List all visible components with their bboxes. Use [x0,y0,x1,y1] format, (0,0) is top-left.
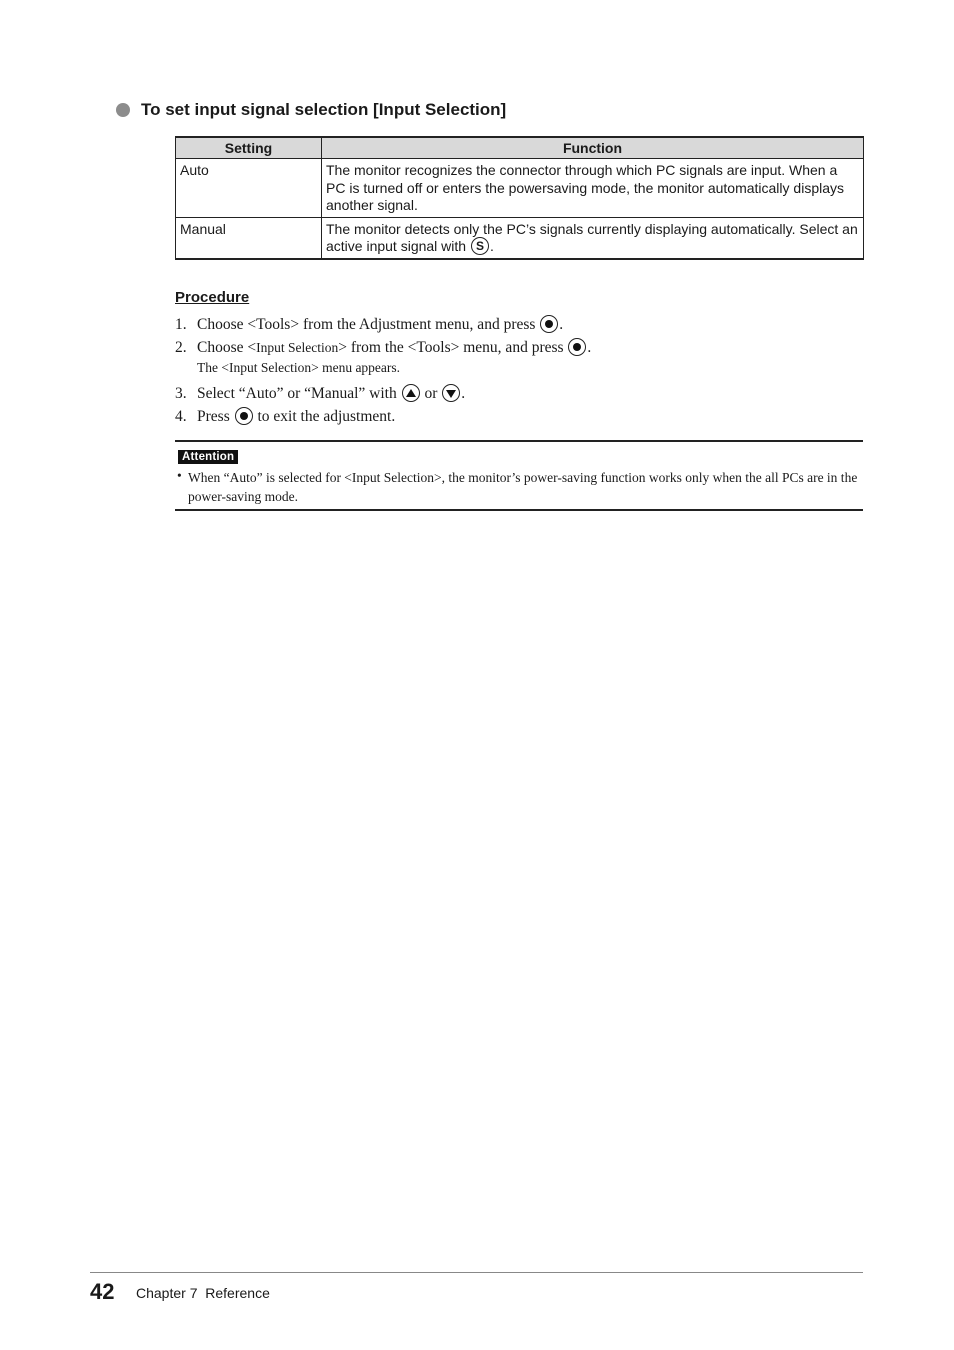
up-arrow-button-icon [402,384,420,402]
procedure-step-1 [175,314,564,337]
chapter-label: Chapter 7 Reference [136,1285,270,1301]
column-header-function: Function [322,137,864,159]
enter-button-icon [568,338,586,356]
footer-divider [90,1272,863,1273]
attention-box [175,440,863,511]
step-text: Press [197,408,230,425]
step-text-cont: > from the <Tools> menu, and press [338,339,564,356]
table-header-row [176,137,864,159]
bullet-icon: • [177,468,182,483]
step-text-end: to exit the adjustment. [257,408,396,425]
table-row [176,159,864,218]
section-title: To set input signal selection [Input Selection] [141,100,507,119]
function-text: The monitor detects only the PC’s signals currently displaying automatically. Select an active input signal with [326,220,858,254]
step-text-end: . [461,385,466,402]
function-text-end: . [489,238,494,254]
procedure-step-3 [175,383,466,406]
table-row [176,217,864,259]
step-text: Select “Auto” or “Manual” with [197,385,397,402]
function-cell: The monitor recognizes the connector through which PC signals are input. When a PC is turned off or enters the powersaving mode, the monitor automatically displays another signal. [322,159,864,218]
s-button-icon: S [471,237,489,255]
step-text-or: or [424,385,438,402]
step-text-end: . [587,339,592,356]
function-cell [322,217,864,259]
procedure-title: Procedure [175,289,250,306]
step-number: 3. [175,385,187,402]
bullet-circle-icon [116,103,130,117]
page-number: 42 [90,1279,115,1304]
attention-text: When “Auto” is selected for <Input Selection>, the monitor’s power-saving function works only when the all PCs are in the power-saving mode. [188,470,858,504]
step-number: 4. [175,408,187,425]
settings-table [175,136,864,260]
step-text: Choose <Tools> from the Adjustment menu, and press [197,316,536,333]
procedure-steps [175,314,592,429]
step-text-end: . [559,316,564,333]
enter-button-icon [235,407,253,425]
attention-label: Attention [178,450,238,464]
setting-cell: Auto [176,159,322,218]
procedure-step-4 [175,406,400,429]
down-arrow-button-icon [442,384,460,402]
column-header-setting: Setting [176,137,322,159]
step-text-menu-name: Input Selection [256,340,339,355]
step-note: The <Input Selection> menu appears. [197,360,401,375]
enter-button-icon [540,315,558,333]
setting-cell: Manual [176,217,322,259]
step-number: 1. [175,316,187,333]
procedure-step-2 [175,337,592,360]
step-number: 2. [175,339,187,356]
section-heading [116,100,506,120]
step-text: Choose < [197,339,257,356]
